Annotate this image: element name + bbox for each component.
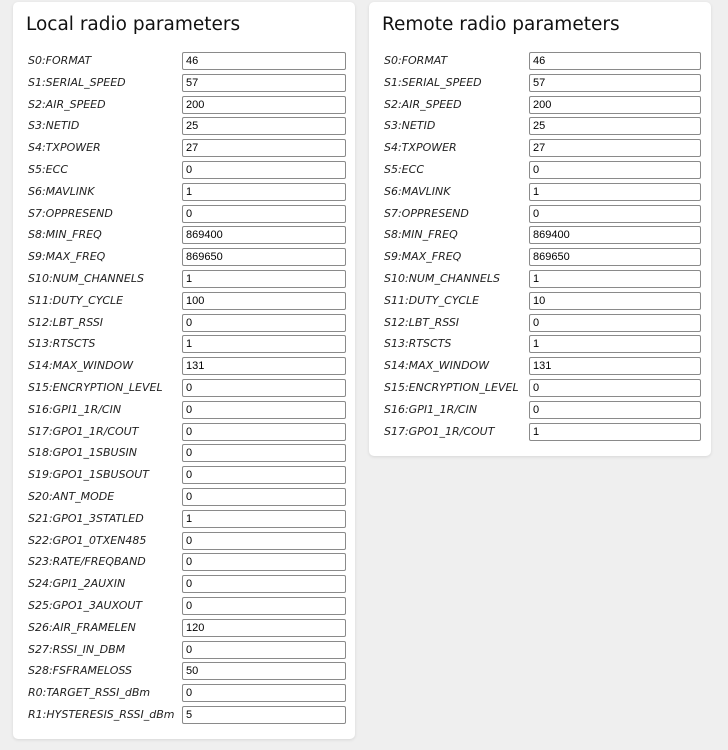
param-label: S24:GPI1_2AUXIN [28,577,126,591]
local-param-input-s13[interactable] [182,335,346,353]
param-label: S6:MAVLINK [384,184,451,198]
param-label: S10:NUM_CHANNELS [384,271,500,285]
local-param-input-s7[interactable] [182,205,346,223]
param-label: S2:AIR_SPEED [28,97,106,111]
remote-param-row-s13 [369,334,711,356]
param-label: S8:MIN_FREQ [384,228,458,242]
param-label: S7:OPPRESEND [384,206,469,220]
local-param-input-s25[interactable] [182,597,346,615]
local-param-input-r1[interactable] [182,706,346,724]
remote-param-row-s2 [369,95,711,117]
local-param-input-s0[interactable] [182,52,346,70]
local-param-input-s6[interactable] [182,183,346,201]
remote-param-row-s14 [369,356,711,378]
remote-param-row-s15 [369,378,711,400]
local-param-row-s6 [13,182,355,204]
local-param-input-s24[interactable] [182,575,346,593]
param-label: S17:GPO1_1R/COUT [384,424,495,438]
local-param-row-s10 [13,269,355,291]
local-parameters-list [13,51,355,727]
local-param-input-s28[interactable] [182,662,346,680]
remote-param-input-s14[interactable] [529,357,701,375]
local-param-row-s7 [13,204,355,226]
local-param-row-s12 [13,313,355,335]
remote-param-input-s8[interactable] [529,226,701,244]
remote-param-row-s17 [369,422,711,444]
param-label: S21:GPO1_3STATLED [28,511,144,525]
remote-param-input-s1[interactable] [529,74,701,92]
local-param-input-s27[interactable] [182,641,346,659]
local-param-row-s0 [13,51,355,73]
remote-param-input-s10[interactable] [529,270,701,288]
remote-param-row-s11 [369,291,711,313]
local-param-input-s15[interactable] [182,379,346,397]
local-radio-parameters-panel [13,2,355,739]
local-param-row-s4 [13,138,355,160]
local-param-input-s2[interactable] [182,96,346,114]
param-label: S13:RTSCTS [28,337,96,351]
remote-param-row-s5 [369,160,711,182]
local-param-row-s1 [13,73,355,95]
param-label: S13:RTSCTS [384,337,452,351]
local-param-row-s13 [13,334,355,356]
local-param-row-s16 [13,400,355,422]
local-param-row-s14 [13,356,355,378]
remote-param-row-s3 [369,116,711,138]
remote-parameters-list [369,51,711,443]
param-label: S3:NETID [384,119,436,133]
local-param-input-s1[interactable] [182,74,346,92]
remote-param-row-s6 [369,182,711,204]
local-param-input-s23[interactable] [182,553,346,571]
remote-param-input-s0[interactable] [529,52,701,70]
param-label: S16:GPI1_1R/CIN [384,402,478,416]
remote-param-input-s6[interactable] [529,183,701,201]
remote-param-row-s1 [369,73,711,95]
local-param-row-s9 [13,247,355,269]
remote-param-input-s11[interactable] [529,292,701,310]
param-label: S6:MAVLINK [28,184,95,198]
param-label: S11:DUTY_CYCLE [28,293,124,307]
local-param-row-s19 [13,465,355,487]
param-label: S11:DUTY_CYCLE [384,293,480,307]
local-param-input-s16[interactable] [182,401,346,419]
local-param-input-r0[interactable] [182,684,346,702]
param-label: S8:MIN_FREQ [28,228,102,242]
local-param-row-s24 [13,574,355,596]
local-param-input-s11[interactable] [182,292,346,310]
local-param-input-s4[interactable] [182,139,346,157]
local-param-input-s19[interactable] [182,466,346,484]
local-param-input-s10[interactable] [182,270,346,288]
remote-param-input-s17[interactable] [529,423,701,441]
param-label: S19:GPO1_1SBUSOUT [28,468,149,482]
local-param-input-s18[interactable] [182,444,346,462]
remote-param-row-s4 [369,138,711,160]
remote-panel-title: Remote radio parameters [382,14,620,35]
local-param-row-r1 [13,705,355,727]
param-label: S1:SERIAL_SPEED [28,75,126,89]
remote-param-row-s7 [369,204,711,226]
param-label: S0:FORMAT [384,54,448,67]
param-label: S26:AIR_FRAMELEN [28,620,136,634]
local-param-input-s26[interactable] [182,619,346,637]
local-param-input-s14[interactable] [182,357,346,375]
param-label: S7:OPPRESEND [28,206,113,220]
remote-param-row-s0 [369,51,711,73]
local-param-row-s3 [13,116,355,138]
param-label: S15:ENCRYPTION_LEVEL [28,380,163,394]
local-param-input-s9[interactable] [182,248,346,266]
param-label: S18:GPO1_1SBUSIN [28,446,138,460]
param-label: S9:MAX_FREQ [384,250,462,264]
param-label: S28:FSFRAMELOSS [28,664,132,678]
local-param-row-s11 [13,291,355,313]
param-label: S10:NUM_CHANNELS [28,271,144,285]
local-panel-title: Local radio parameters [26,14,241,35]
local-param-row-s18 [13,443,355,465]
param-label: R1:HYSTERESIS_RSSI_dBm [28,707,175,721]
param-label: S12:LBT_RSSI [28,315,104,329]
param-label: S2:AIR_SPEED [384,97,462,111]
local-param-row-s26 [13,618,355,640]
remote-param-input-s4[interactable] [529,139,701,157]
remote-param-input-s9[interactable] [529,248,701,266]
remote-radio-parameters-panel [369,2,711,456]
param-label: S1:SERIAL_SPEED [384,75,482,89]
param-label: S5:ECC [384,162,424,176]
local-param-input-s17[interactable] [182,423,346,441]
local-param-input-s5[interactable] [182,161,346,179]
param-label: S17:GPO1_1R/COUT [28,424,139,438]
local-param-row-r0 [13,683,355,705]
local-param-input-s21[interactable] [182,510,346,528]
remote-param-row-s9 [369,247,711,269]
remote-param-input-s15[interactable] [529,379,701,397]
local-param-row-s28 [13,661,355,683]
remote-param-row-s16 [369,400,711,422]
param-label: S16:GPI1_1R/CIN [28,402,122,416]
param-label: S4:TXPOWER [28,141,101,155]
param-label: S0:FORMAT [28,54,92,67]
local-param-input-s20[interactable] [182,488,346,506]
local-param-row-s15 [13,378,355,400]
remote-param-input-s13[interactable] [529,335,701,353]
remote-param-row-s12 [369,313,711,335]
local-param-row-s21 [13,509,355,531]
local-param-input-s12[interactable] [182,314,346,332]
param-label: S23:RATE/FREQBAND [28,555,146,569]
remote-param-input-s7[interactable] [529,205,701,223]
param-label: S15:ENCRYPTION_LEVEL [384,380,519,394]
local-param-row-s2 [13,95,355,117]
local-param-row-s22 [13,531,355,553]
remote-param-input-s16[interactable] [529,401,701,419]
local-param-row-s8 [13,225,355,247]
remote-param-input-s3[interactable] [529,117,701,135]
param-label: S27:RSSI_IN_DBM [28,642,126,656]
remote-param-input-s12[interactable] [529,314,701,332]
remote-param-input-s5[interactable] [529,161,701,179]
local-param-row-s5 [13,160,355,182]
param-label: S3:NETID [28,119,80,133]
remote-param-row-s10 [369,269,711,291]
param-label: S12:LBT_RSSI [384,315,460,329]
param-label: S25:GPO1_3AUXOUT [28,598,143,612]
local-param-row-s17 [13,422,355,444]
remote-param-input-s2[interactable] [529,96,701,114]
local-param-row-s27 [13,640,355,662]
param-label: S22:GPO1_0TXEN485 [28,533,147,547]
local-param-input-s8[interactable] [182,226,346,244]
param-label: S5:ECC [28,162,68,176]
param-label: S14:MAX_WINDOW [28,359,134,373]
remote-param-row-s8 [369,225,711,247]
local-param-input-s3[interactable] [182,117,346,135]
param-label: S14:MAX_WINDOW [384,359,490,373]
param-label: S4:TXPOWER [384,141,457,155]
param-label: R0:TARGET_RSSI_dBm [28,686,151,700]
param-label: S9:MAX_FREQ [28,250,106,264]
local-param-input-s22[interactable] [182,532,346,550]
local-param-row-s25 [13,596,355,618]
local-param-row-s20 [13,487,355,509]
param-label: S20:ANT_MODE [28,489,115,503]
local-param-row-s23 [13,552,355,574]
